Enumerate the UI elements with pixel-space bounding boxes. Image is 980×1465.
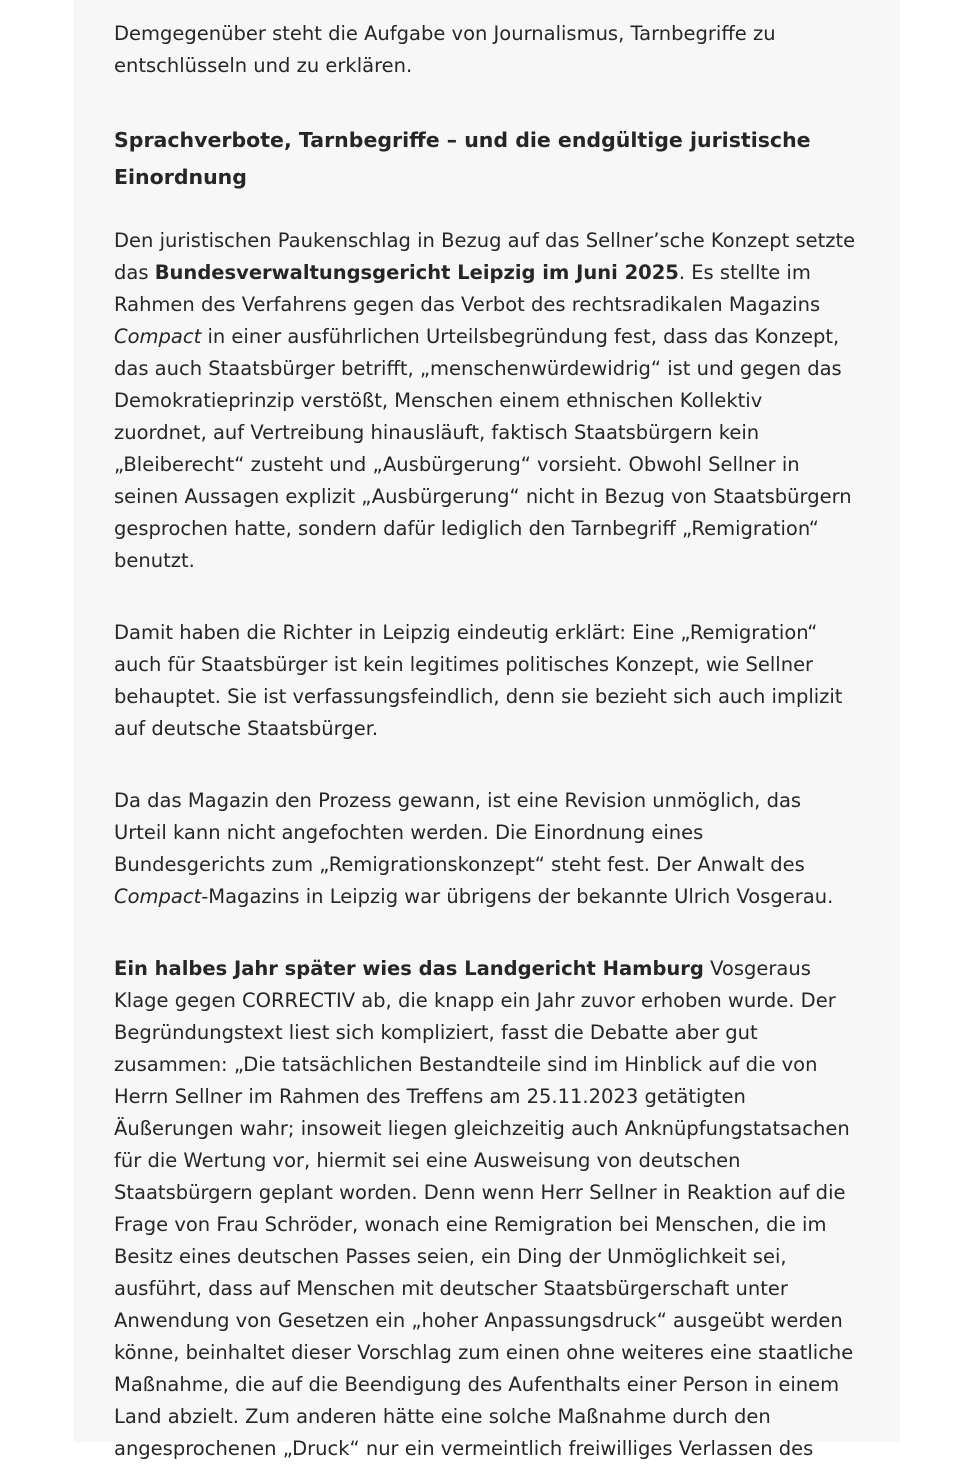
text-run: Den juristischen Paukenschlag in Bezug auf das Sellner’sche Konzept setzte das: [114, 229, 856, 284]
text-run: Da das Magazin den Prozess gewann, ist eine Revision unmöglich, das Urteil kann nicht angefochten werden. Die Einordnung eines Bundesgerichts zum „Remigrationskonzept“ steht fest. Der Anwalt des: [114, 789, 805, 876]
paragraph-hamburg-ruling: [114, 953, 860, 1465]
paragraph-judges-conclusion: Damit haben die Richter in Leipzig eindeutig erklärt: Eine „Remigration“ auch für Staatsbürger ist kein legitimes politisches Konzept, wie Sellner behauptet. Sie ist verfassungsfeindlich, denn sie bezieht sich auch implizit auf deutsche Staatsbürger.: [114, 621, 843, 740]
text-run: . Es stellte im Rahmen des Verfahrens gegen das Verbot des rechtsradikalen Magazins: [114, 261, 821, 316]
section-heading: Sprachverbote, Tarnbegriffe – und die endgültige juristische Einordnung: [114, 128, 811, 189]
paragraph-bverwg-ruling: [114, 225, 860, 577]
article-body: [74, 0, 900, 1460]
text-run: in einer ausführlichen Urteilsbegründung fest, dass das Konzept, das auch Staatsbürger betrifft, „menschenwürdewidrig“ ist und gegen das Demokratieprinzip verstößt, Menschen einem ethnischen Kollektiv zuordnet, auf Vertreibung hinausläuft, faktisch Staatsbürgern kein „Bleiberecht“ zusteht und „Ausbürgerung“ vorsieht. Obwohl Sellner in seinen Aussagen explizit „Ausbürgerung“ nicht in Bezug von Staatsbürgern gesprochen hatte, sondern dafür lediglich den Tarnbegriff „Remigration“ benutzt.: [114, 325, 852, 572]
bold-court-name: Bundesverwaltungsgericht Leipzig im Juni 2025: [154, 261, 679, 284]
italic-magazine-name: Compact: [114, 325, 202, 348]
italic-magazine-name: Compact: [114, 885, 202, 908]
paragraph-intro: Demgegenüber steht die Aufgabe von Journalismus, Tarnbegriffe zu entschlüsseln und zu erklären.: [114, 22, 776, 77]
text-run: Vosgeraus Klage gegen CORRECTIV ab, die knapp ein Jahr zuvor erhoben wurde. Der Begründungstext liest sich kompliziert, fasst die Debatte aber gut zusammen: „Die tatsächlichen Bestandteile sind im Hinblick auf die von Herrn Sellner im Rahmen des Treffens am 25.11.2023 getätigten Äußerungen wahr; insoweit liegen gleichzeitig auch Anknüpfungstatsachen für die Wertung vor, hiermit sei eine Ausweisung von deutschen Staatsbürgern geplant worden. Denn wenn Herr Sellner in Reaktion auf die Frage von Frau Schröder, wonach eine Remigration bei Menschen, die im Besitz eines deutschen Passes seien, ein Ding der Unmöglichkeit sei, ausführt, dass auf Menschen mit deutscher Staatsbürgerschaft unter Anwendung von Gesetzen ein „hoher Anpassungsdruck“ ausgeübt werden könne, beinhaltet dieser Vorschlag zum einen ohne weiteres eine staatliche Maßnahme, die auf die Beendigung des Aufenthalts einer Person in einem Land abzielt. Zum anderen hätte eine solche Maßnahme durch den angesprochenen „Druck“ nur ein vermeintlich freiwilliges Verlassen des: [114, 957, 854, 1460]
paragraph-no-revision: [114, 785, 860, 913]
text-run: -Magazins in Leipzig war übrigens der bekannte Ulrich Vosgerau.: [201, 885, 834, 908]
bold-court-name: Ein halbes Jahr später wies das Landgericht Hamburg: [114, 957, 704, 980]
